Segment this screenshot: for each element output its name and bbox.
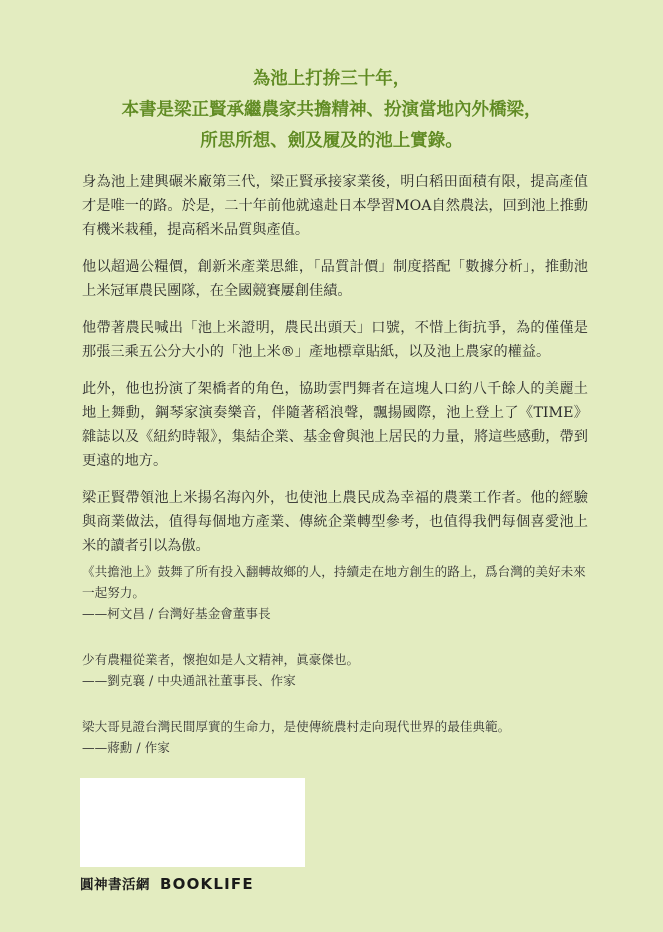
endorsement-attribution: ——劉克襄 / 中央通訊社董事長、作家 (82, 673, 296, 688)
endorsement-attribution: ——蔣勳 / 作家 (82, 740, 170, 755)
publisher-name-cn: 圓神書活網 (80, 877, 150, 893)
headline-line: 所思所想、劍及履及的池上實錄。 (200, 131, 463, 151)
description-paragraph: 身為池上建興碾米廠第三代，梁正賢承接家業後，明白稻田面積有限，提高產值才是唯一的路。於是，二十年前他就遠赴日本學習MOA自然農法，回到池上推動有機米栽種，提高稻米品質與產值。 (82, 174, 588, 238)
description-paragraph: 他帶著農民喊出「池上米證明，農民出頭天」口號，不惜上街抗爭，為的僅僅是那張三乘五公分大小的「池上米®」產地標章貼紙，以及池上農家的權益。 (82, 320, 588, 360)
description-paragraph: 他以超過公糧價，創新米產業思維，「品質計價」制度搭配「數據分析」，推動池上米冠軍農民團隊，在全國競賽屢創佳績。 (82, 259, 588, 299)
endorsements (82, 561, 592, 783)
endorsement-text: 《共擔池上》鼓舞了所有投入翻轉故鄉的人，持續走在地方創生的路上，爲台灣的美好未來一起努力。 (82, 564, 586, 600)
endorsement-text: 梁大哥見證台灣民間厚實的生命力，是使傳統農村走向現代世界的最佳典範。 (82, 719, 511, 734)
endorsement (82, 561, 592, 624)
endorsement-attribution: ——柯文昌 / 台灣好基金會董事長 (82, 606, 271, 621)
publisher-name-en: BOOKLIFE (160, 875, 254, 893)
publisher-logo (80, 873, 254, 893)
headline-line: 為池上打拚三十年， (252, 69, 411, 89)
headline-line: 本書是梁正賢承繼農家共擔精神、扮演當地內外橋梁， (121, 100, 542, 120)
endorsement (82, 649, 592, 691)
description-paragraph: 此外，他也扮演了架橋者的角色，協助雲門舞者在這塊人口約八千餘人的美麗土地上舞動，鋼琴家演奏樂音，伴隨著稻浪聲，飄揚國際，池上登上了《TIME》雜誌以及《紐約時報》，集結企業、基金會與池上居民的力量，將這些感動，帶到更遠的地方。 (82, 381, 588, 469)
description-paragraph: 梁正賢帶領池上米揚名海內外，也使池上農民成為幸福的農業工作者。他的經驗與商業做法，值得每個地方產業、傳統企業轉型參考，也值得我們每個喜愛池上米的讀者引以為傲。 (82, 490, 588, 554)
endorsement-text: 少有農糧從業者，懷抱如是人文精神，眞豪傑也。 (82, 652, 360, 667)
headline (0, 64, 663, 157)
endorsement (82, 716, 592, 758)
book-description (82, 170, 588, 571)
barcode-area (80, 778, 305, 867)
